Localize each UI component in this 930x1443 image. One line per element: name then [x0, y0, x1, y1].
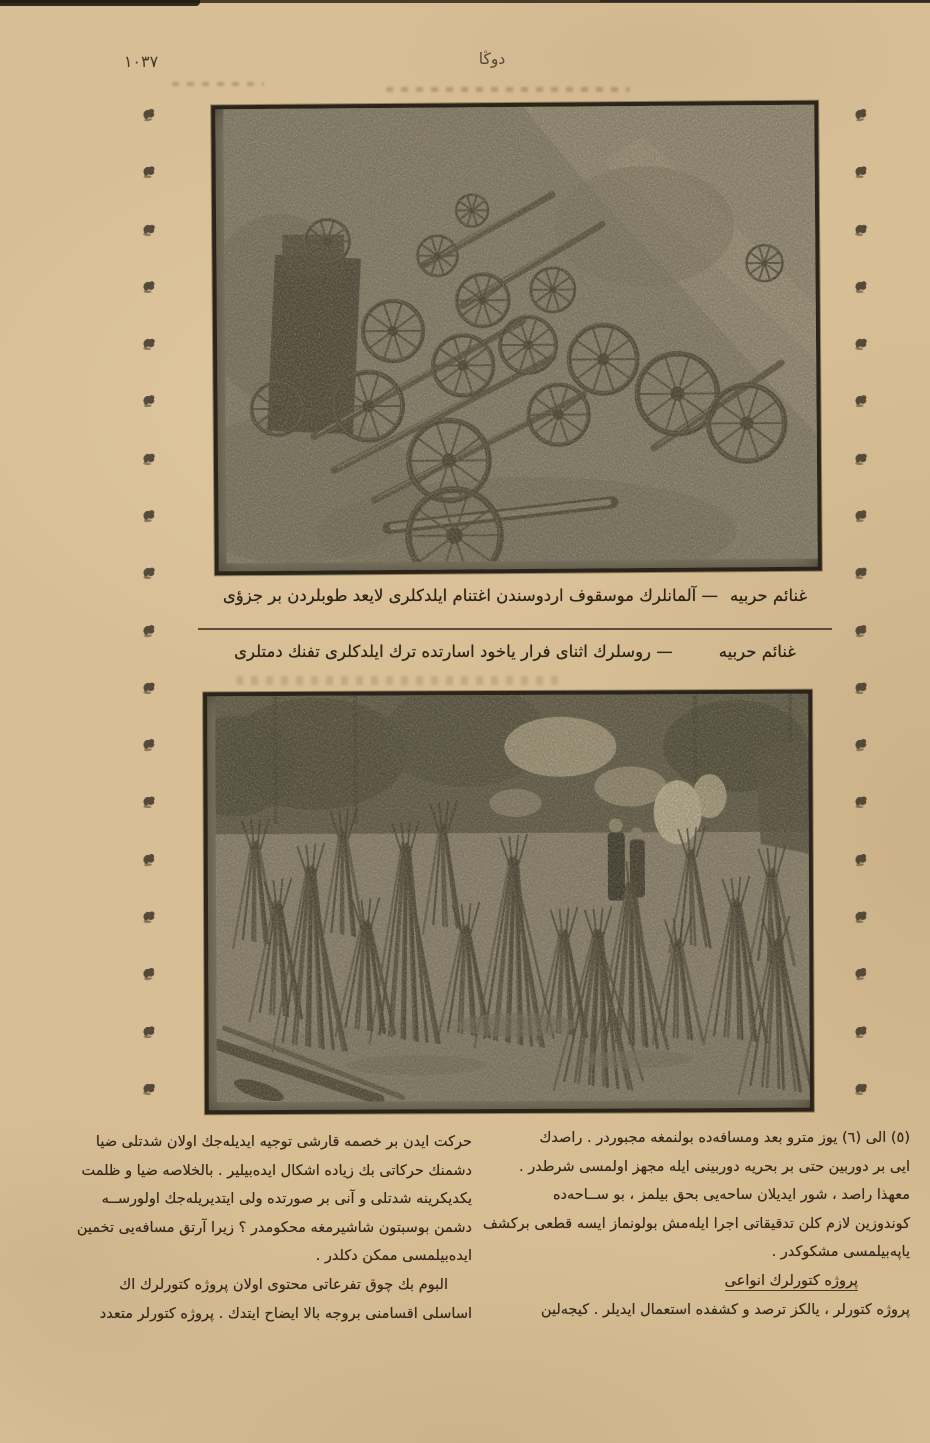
photo2-caption-label: غنائم حربيه [718, 642, 796, 661]
photo2-caption-text: — روسلرك اثناى فرار ياخود اسارتده ترك ايلدكلرى تفنك دمتلرى [234, 642, 673, 661]
section-heading-text: پروژه كتورلرك انواعى [724, 1272, 858, 1289]
scan-edge-top-right [600, 0, 930, 2]
fleuron-ornament-icon [850, 564, 869, 583]
text-line: ايى بر دوربين حتى بر بحريه دوربينى ايله مجهز اولمسى شرطدر . [518, 1158, 910, 1175]
fleuron-ornament-icon [852, 908, 869, 925]
fleuron-ornament-icon [850, 220, 870, 240]
text-line: دشمنك حركاتى بك زياده اشكال ايده‌بيلير . بالخلاصه ضيا و ظلمت [81, 1162, 472, 1179]
fleuron-ornament-icon [138, 1079, 158, 1099]
fleuron-ornament-icon [138, 964, 158, 984]
fleuron-ornament-icon [852, 278, 869, 295]
fleuron-ornament-icon [138, 621, 157, 640]
fleuron-ornament-icon [139, 105, 158, 124]
fleuron-ornament-icon [139, 621, 157, 639]
fleuron-ornament-icon [139, 449, 157, 467]
text-line: دشمن بوسبتون شاشيرمغه محكومدر ؟ زيرا آرتق مسافه‌يى تخمين [76, 1219, 472, 1236]
fleuron-ornament-icon [851, 678, 870, 697]
fleuron-ornament-icon [140, 392, 158, 410]
fleuron-ornament-icon [139, 964, 158, 983]
fleuron-ornament-icon [852, 392, 870, 410]
fleuron-ornament-icon [851, 908, 869, 926]
fleuron-ornament-icon [139, 735, 157, 753]
fleuron-ornament-icon [140, 908, 157, 925]
fleuron-ornament-icon [139, 507, 158, 526]
fleuron-ornament-icon [139, 793, 158, 812]
text-line: معهذا راصد ، شور ايديلان ساحه‌يى بحق بيلمز ، بو ســاحه‌ده [552, 1187, 910, 1204]
fleuron-ornament-icon [850, 1079, 870, 1099]
fleuron-ornament-icon [139, 334, 158, 353]
fleuron-ornament-icon [139, 1023, 157, 1041]
fleuron-ornament-icon [139, 392, 158, 411]
fleuron-ornament-icon [850, 735, 870, 755]
bleedthrough-ghost [236, 676, 566, 685]
fleuron-ornament-icon [139, 850, 158, 869]
masthead-title: دوڭا [478, 50, 506, 68]
fleuron-ornament-icon [138, 735, 158, 755]
fleuron-ornament-icon [851, 163, 869, 181]
fleuron-ornament-icon [140, 163, 157, 180]
fleuron-ornament-icon [851, 278, 869, 296]
fleuron-ornament-icon [852, 793, 870, 811]
fleuron-ornament-icon [852, 678, 870, 696]
fleuron-ornament-icon [852, 163, 869, 180]
fleuron-ornament-icon [850, 850, 870, 870]
fleuron-ornament-icon [851, 449, 869, 467]
text-line: يكديكرينه شدتلى و آنى بر صورتده ولى ايتديريله‌جك اولورســه [101, 1191, 472, 1208]
fleuron-ornament-icon [138, 449, 158, 469]
fleuron-ornament-icon [852, 1023, 869, 1040]
text-line: پروژه كتورلر ، يالكز ترصد و كشفده استعمال ايديلر . كيجه‌لين [540, 1301, 910, 1318]
photo-captured-artillery [211, 101, 822, 576]
fleuron-ornament-icon [850, 964, 870, 984]
fleuron-ornament-icon [139, 278, 157, 296]
section-heading [486, 1267, 910, 1296]
fleuron-ornament-icon [851, 105, 870, 124]
fleuron-ornament-icon [140, 1023, 157, 1040]
text-line: البوم بك چوق تفرعاتى محتوى اولان پروژه كتورلرك اك [119, 1276, 448, 1293]
fleuron-ornament-icon [139, 564, 157, 582]
body-text-right-column [482, 1124, 910, 1324]
right-ornament-column [845, 106, 875, 1098]
fleuron-ornament-icon [138, 564, 157, 583]
fleuron-ornament-icon [852, 507, 870, 525]
fleuron-ornament-icon [851, 392, 870, 411]
fleuron-ornament-icon [139, 163, 157, 181]
text-line: ايده‌بيلمسى ممكن دكلدر . [315, 1248, 472, 1265]
fleuron-ornament-icon [851, 621, 869, 639]
fleuron-ornament-icon [140, 793, 158, 811]
photo1-caption [205, 586, 825, 605]
photo-rifles-svg [215, 694, 810, 1103]
fleuron-ornament-icon [139, 220, 158, 239]
left-ornament-column [133, 106, 163, 1098]
text-line: كوندوزين لازم كلن تدقيقاتى اجرا ايله‌مش بولونماز ايسه قطعى بركشف [482, 1215, 910, 1232]
fleuron-ornament-icon [851, 220, 870, 239]
fleuron-ornament-icon [850, 621, 869, 640]
fleuron-ornament-icon [851, 334, 870, 353]
scan-edge-top-left [0, 0, 200, 6]
fleuron-ornament-icon [851, 964, 870, 983]
fleuron-ornament-icon [851, 850, 870, 869]
fleuron-ornament-icon [850, 105, 870, 125]
fleuron-ornament-icon [851, 1023, 869, 1041]
fleuron-ornament-icon [140, 678, 158, 696]
body-text-left-column [58, 1128, 472, 1328]
fleuron-ornament-icon [138, 105, 158, 125]
photo-artillery-svg [223, 105, 818, 564]
bleedthrough-ghost [386, 87, 630, 92]
fleuron-ornament-icon [140, 507, 158, 525]
fleuron-ornament-icon [138, 334, 158, 354]
text-line: حركت ايدن بر خصمه قارشى توجيه ايديله‌جك اولان شدتلى ضيا [95, 1134, 472, 1150]
text-line: ياپه‌بيلمسى مشكوكدر . [771, 1244, 910, 1261]
photo-rifle-stacks [203, 690, 814, 1115]
fleuron-ornament-icon [851, 735, 869, 753]
fleuron-ornament-icon [851, 564, 869, 582]
photo2-caption [205, 642, 825, 661]
fleuron-ornament-icon [850, 334, 870, 354]
page-number: ١٠٣٧ [123, 52, 159, 71]
fleuron-ornament-icon [850, 449, 870, 469]
fleuron-ornament-icon [138, 220, 158, 240]
photo1-caption-text: — آلمانلرك موسقوف اردوسندن اغتنام ايلدكلرى لايعد طوبلردن بر جزؤى [222, 586, 718, 605]
fleuron-ornament-icon [139, 678, 158, 697]
text-line: (٥) الى (٦) يوز مترو بعد ومسافه‌ده بولنمغه مجبوردر . راصدك [539, 1130, 910, 1146]
fleuron-ornament-icon [139, 1079, 158, 1098]
fleuron-ornament-icon [138, 850, 158, 870]
photo1-caption-label: غنائم حربيه [729, 586, 808, 605]
caption-divider-rule [198, 628, 832, 630]
text-line: اساسلى اقسامنى بروجه بالا ايضاح ايتدك . پروژه كتورلر متعدد [99, 1305, 472, 1322]
fleuron-ornament-icon [140, 278, 157, 295]
fleuron-ornament-icon [851, 507, 870, 526]
fleuron-ornament-icon [851, 793, 870, 812]
fleuron-ornament-icon [139, 908, 157, 926]
bleedthrough-ghost [172, 82, 264, 86]
fleuron-ornament-icon [851, 1079, 870, 1098]
